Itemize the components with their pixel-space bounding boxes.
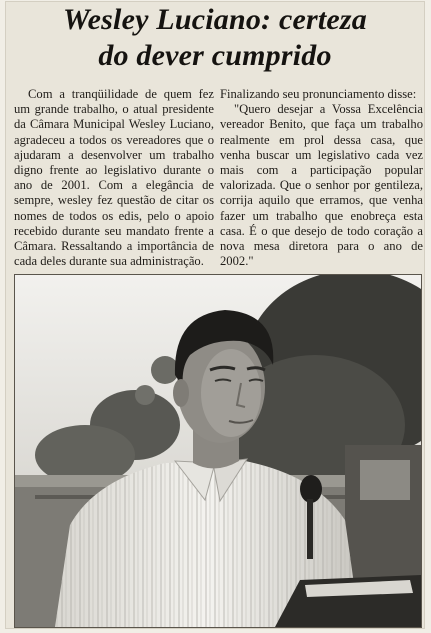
article-body-right-column	[220, 87, 423, 269]
headline-line-1: Wesley Luciano: certeza	[63, 3, 367, 36]
headline	[6, 2, 424, 74]
speaker-photo	[14, 274, 422, 628]
closing-remarks-intro: Finalizando seu pronunciamento disse:	[220, 87, 417, 101]
newspaper-clipping	[6, 2, 424, 628]
headline-line-2: do dever cumprido	[98, 39, 332, 72]
speaker-photo-illustration	[15, 275, 421, 627]
article-body-left-column: Com a tranqüilidade de quem fez um grande trabalho, o atual presidente da Câmara Municipal Wesley Luciano, agradeceu a todos os vereadores que o ajudaram a desenvolver um trabalho digno frente ao legislativo durante o ano de 2001. Com a elegância de sempre, wesley fez questão de citar os nomes de todos os edis, pelo o apoio recebido durante seu mandato frente a Câmara. Ressaltando a importância de cada deles durante sua administração.	[14, 87, 214, 269]
speech-quote: "Quero desejar a Vossa Excelência vereador Benito, que faça um trabalho realmente em prol dessa casa, que venha buscar um legislativo cada vez mais com a participação popular valorizada. Que o senhor por gentileza, corrija aquilo que erramos, que venha fazer um trabalho que enobreça esta casa. É o que desejo de todo coração a nova mesa diretora para o ano de 2002."	[220, 102, 423, 269]
